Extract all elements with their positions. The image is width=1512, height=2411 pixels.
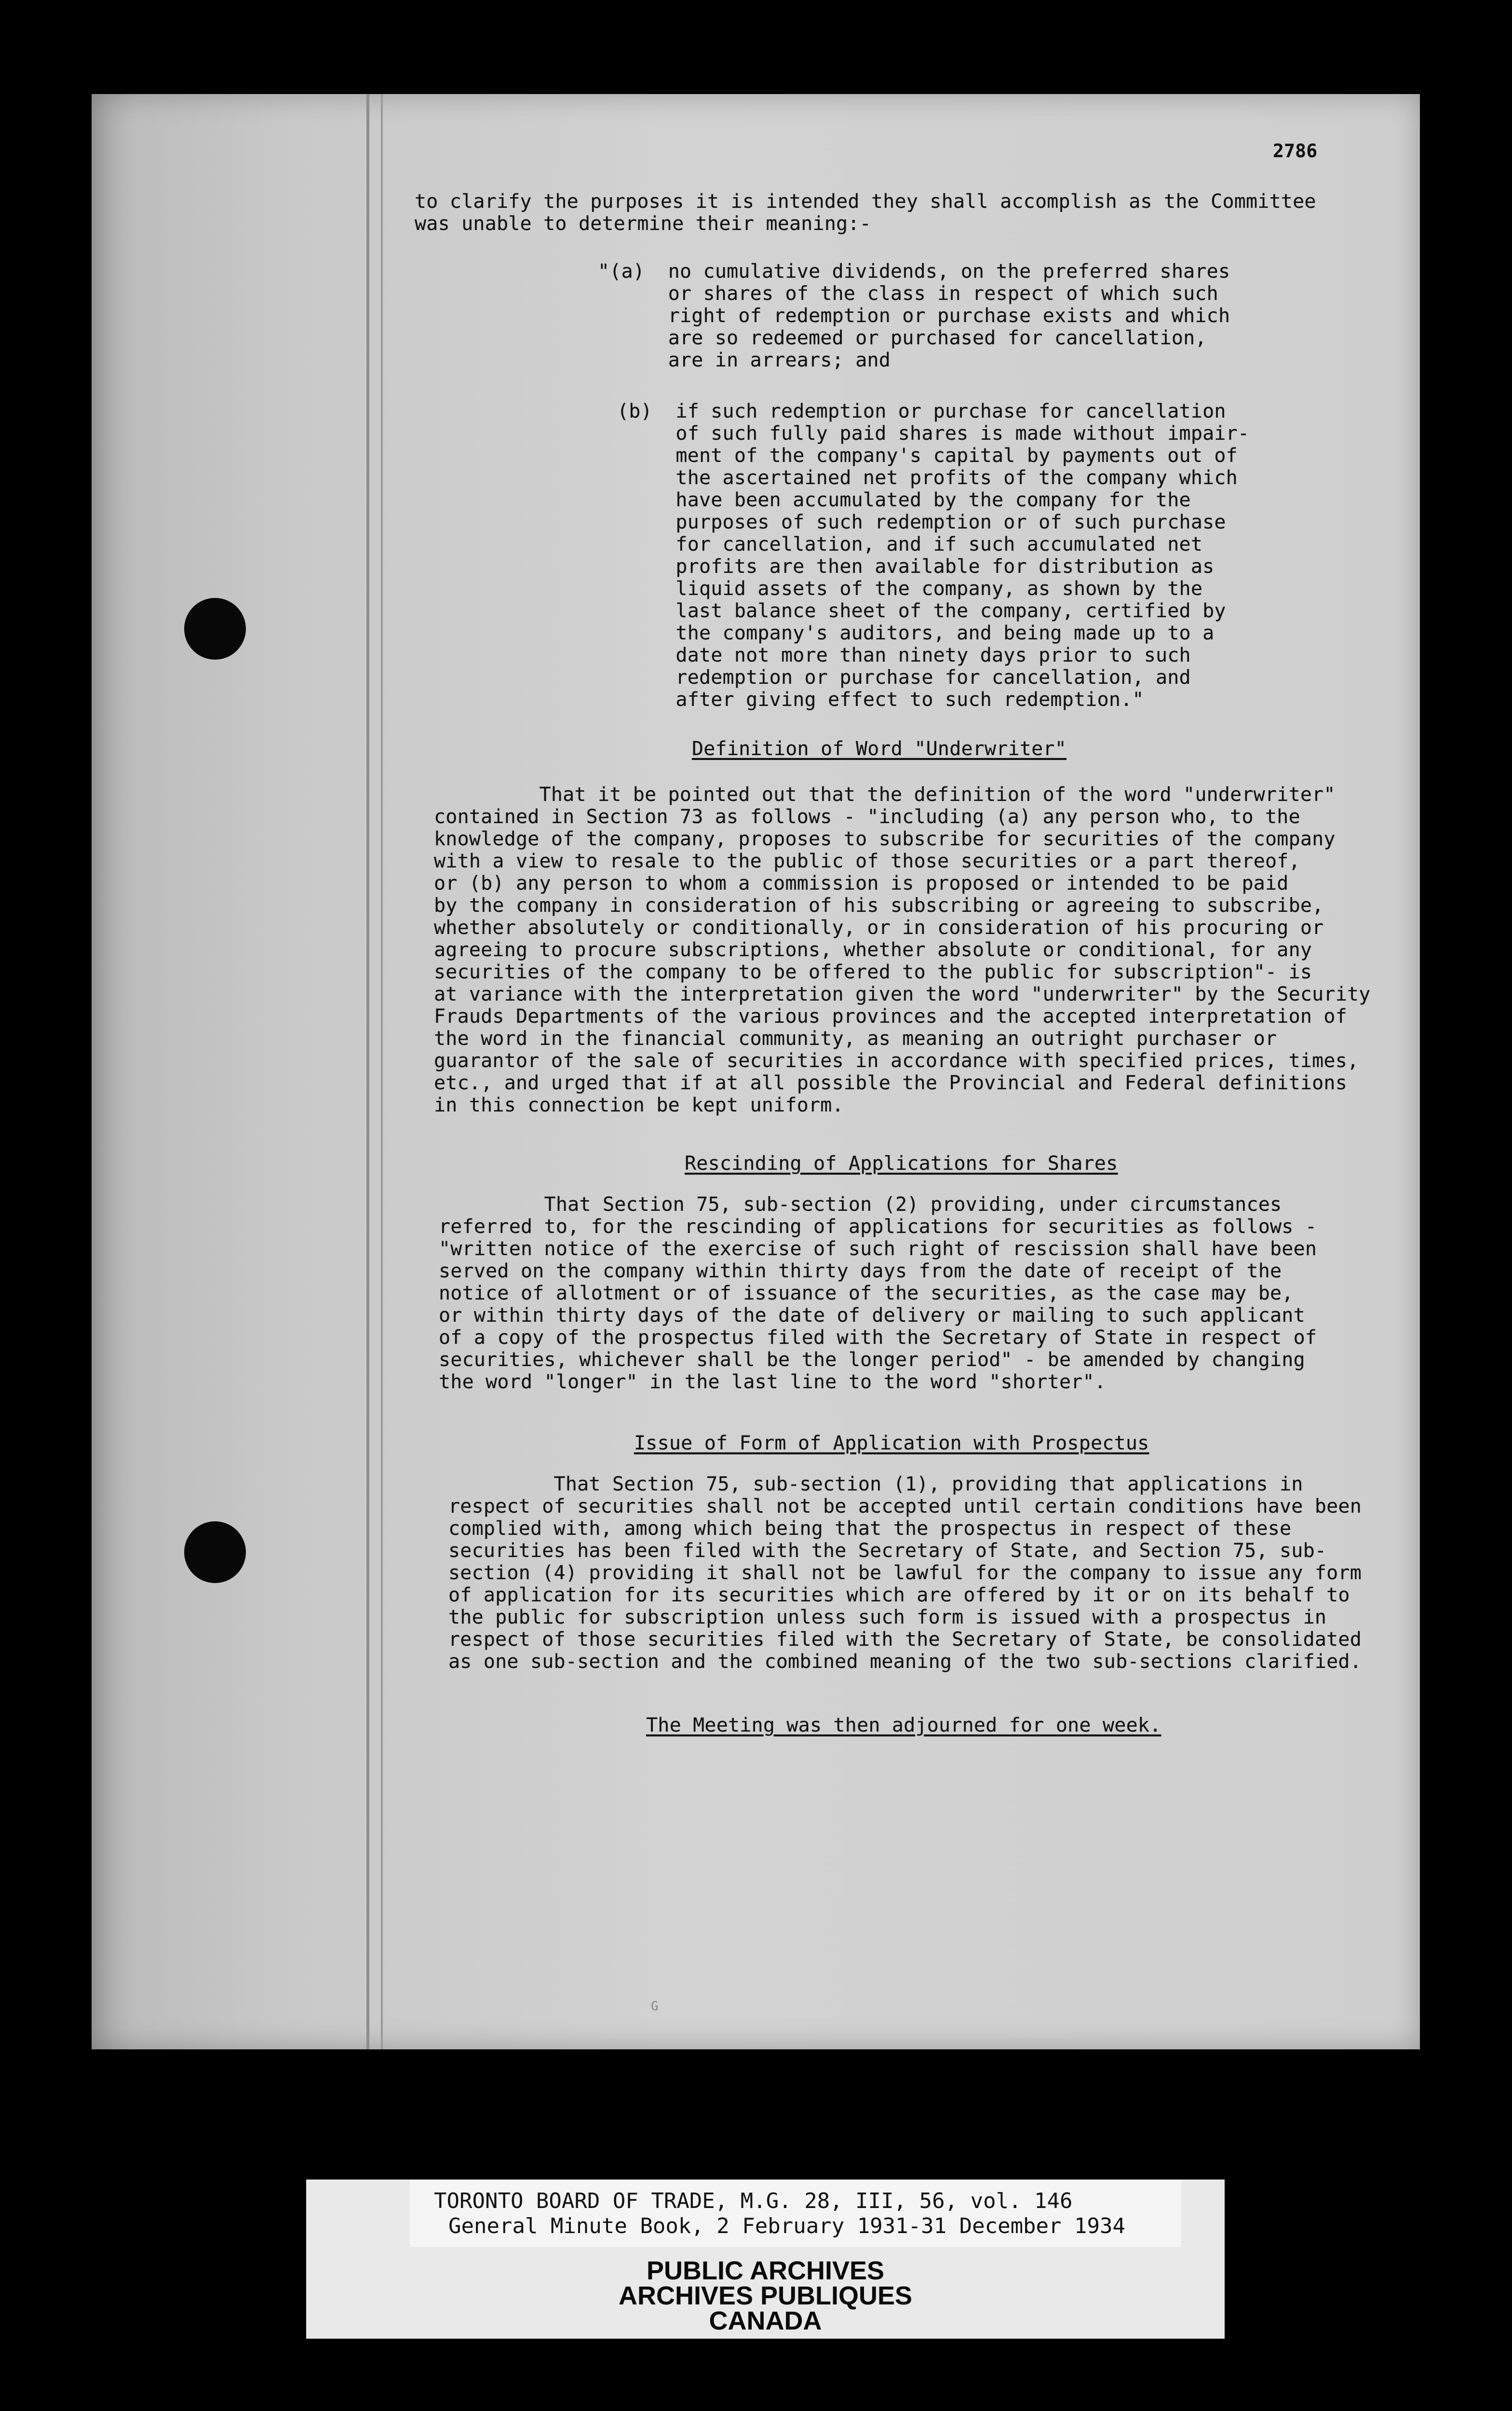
- paragraph-underwriter: That it be pointed out that the definition of the word "underwriter" contained in Section 73 as follows - "including (a) any person who, to the knowledge of the company, proposes to subscribe for securities of the company with a view to resale to the public of those securities or a part thereof, or (b) any person to whom a commission is proposed or intended to be paid by the company in consideration of his subscribing or agreeing to subscribe, whether absolutely or conditionally, or in consideration of his procuring or agreeing to procure subscriptions, whether absolute or conditional, for any securities of the company to be offered to the public for subscription"- is at variance with the interpretation given the word "underwriter" by the Security Frauds Departments of the various provinces and the accepted interpretation of the word in the financial community, as meaning an outright purchaser or guarantor of the sale of securities in accordance with specified prices, times, etc., and urged that if at all possible the Provincial and Federal definitions in this connection be kept uniform.: [434, 784, 1371, 1116]
- heading-rescinding: Rescinding of Applications for Shares: [685, 1152, 1118, 1175]
- binder-hole-bottom: [184, 1521, 246, 1583]
- heading-underwriter: Definition of Word "Underwriter": [692, 738, 1067, 760]
- binder-hole-top: [184, 598, 246, 660]
- margin-rule-inner: [381, 94, 383, 2049]
- public-archives-text: PUBLIC ARCHIVES: [646, 2256, 885, 2285]
- intro-text: to clarify the purposes it is intended they shall accomplish as the Committee was unable to determine their meaning:-: [415, 190, 1316, 235]
- margin-rule: [366, 94, 369, 2049]
- clause-a: "(a) no cumulative dividends, on the preferred shares or shares of the class in respect of which such right of redemption or purchase exists and which are so redeemed or purchased for cancellation, are in arrears; and: [598, 260, 1230, 371]
- heading-prospectus: Issue of Form of Application with Prospectus: [634, 1432, 1149, 1454]
- archive-label: [306, 2180, 1225, 2339]
- document-page: [92, 94, 1420, 2049]
- label-fonds-line: TORONTO BOARD OF TRADE, M.G. 28, III, 56, vol. 146: [434, 2189, 1073, 2213]
- adjournment-note: The Meeting was then adjourned for one week.: [646, 1714, 1161, 1736]
- clause-b: (b) if such redemption or purchase for cancellation of such fully paid shares is made without impair- ment of the company's capital by payments out of the ascertained net profits of the company which have been accumulated by the company for the purposes of such redemption or of such purchase for cancellation, and if such accumulated net profits are then available for distribution as liquid assets of the company, as shown by the last balance sheet of the company, certified by the company's auditors, and being made up to a date not more than ninety days prior to such redemption or purchase for cancellation, and after giving effect to such redemption.": [617, 400, 1250, 711]
- paragraph-prospectus: That Section 75, sub-section (1), providing that applications in respect of securities shall not be accepted until certain conditions have been complied with, among which being that the prospectus in respect of these securities has been filed with the Secretary of State, and Section 75, sub- section (4) providing it shall not be lawful for the company to issue any form of application for its securities which are offered by it or on its behalf to the public for subscription unless such form is issued with a prospectus in respect of those securities filed with the Secretary of State, be consolidated as one sub-section and the combined meaning of the two sub-sections clarified.: [448, 1473, 1362, 1673]
- canada-text: CANADA: [709, 2306, 822, 2335]
- paragraph-rescinding: That Section 75, sub-section (2) providing, under circumstances referred to, for the rescinding of applications for securities as follows - "written notice of the exercise of such right of rescission shall have been served on the company within thirty days from the date of receipt of the notice of allotment or of issuance of the securities, as the case may be, or within thirty days of the date of delivery or mailing to such applicant of a copy of the prospectus filed with the Secretary of State in respect of securities, whichever shall be the longer period" - be amended by changing the word "longer" in the last line to the word "shorter".: [439, 1193, 1317, 1393]
- archives-publiques-text: ARCHIVES PUBLIQUES: [618, 2281, 913, 2310]
- page-number: 2786: [1273, 140, 1318, 162]
- margin-stamp: G: [651, 1999, 659, 2014]
- label-volume-line: General Minute Book, 2 February 1931-31 December 1934: [448, 2214, 1125, 2238]
